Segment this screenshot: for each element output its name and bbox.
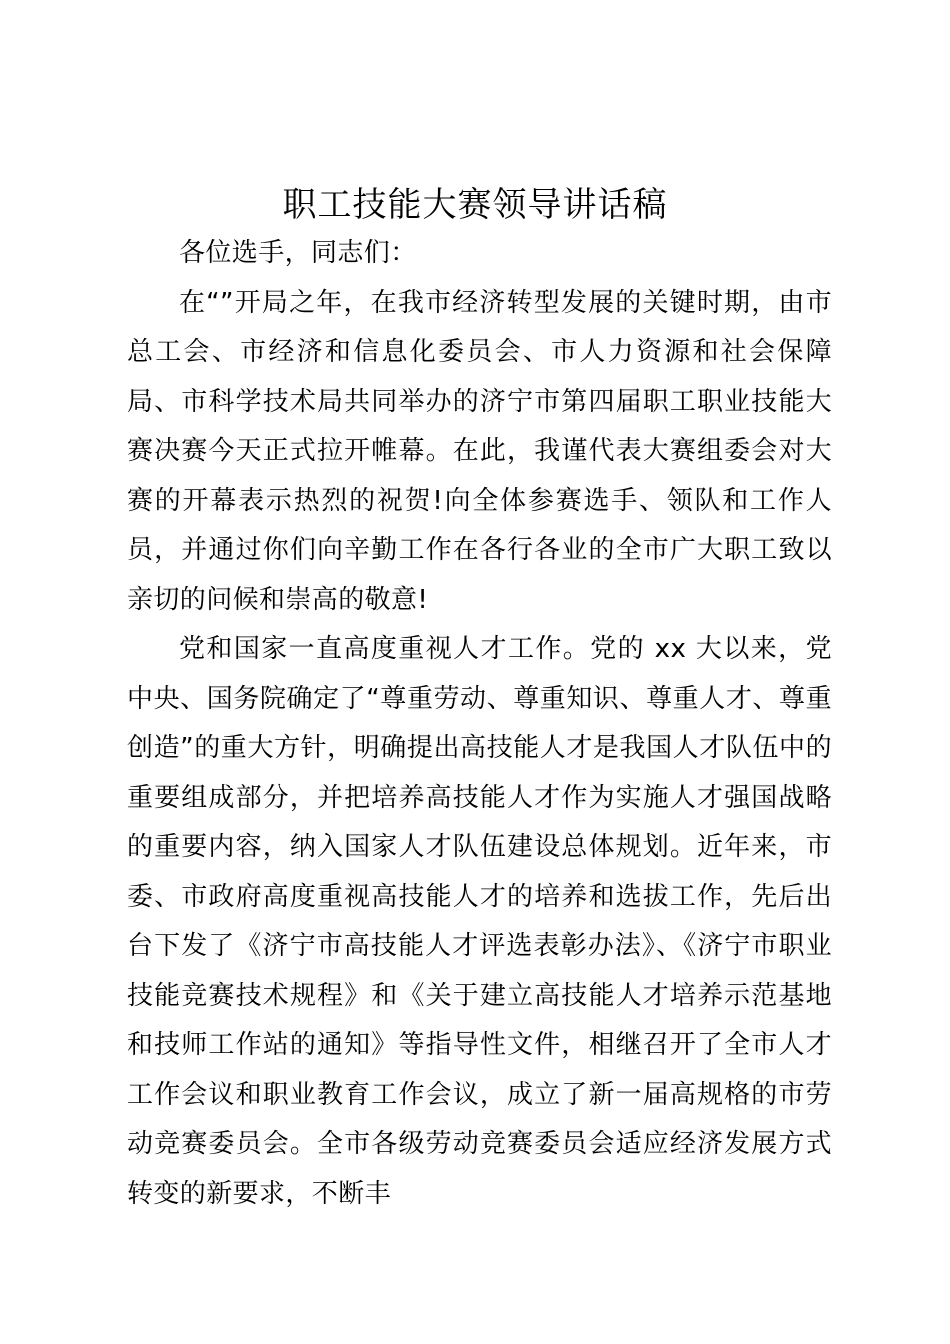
paragraph-2: 党和国家一直高度重视人才工作。党的 xx 大以来，党中央、国务院确定了“尊重劳动、尊重知识、尊重人才、尊重创造”的重大方针，明确提出高技能人才是我国人才队伍中的重要组成部分，并把培养高技能人才作为实施人才强国战略的重要内容，纳入国家人才队伍建设总体规划。近年来，市委、市政府高度重视高技能人才的培养和选拔工作，先后出台下发了《济宁市高技能人才评选表彰办法》、《济宁市职业技能竞赛技术规程》和《关于建立高技能人才培养示范基地和技师工作站的通知》等指导性文件，相继召开了全市人才工作会议和职业教育工作会议，成立了新一届高规格的市劳动竞赛委员会。全市各级劳动竞赛委员会适应经济发展方式转变的新要求，不断丰 bbox=[127, 634, 832, 1209]
salutation: 各位选手，同志们： bbox=[179, 238, 417, 268]
paragraph-1: 在“”开局之年，在我市经济转型发展的关键时期，由市总工会、市经济和信息化委员会、市人力资源和社会保障局、市科学技术局共同举办的济宁市第四届职工职业技能大赛决赛今天正式拉开帷幕。在此，我谨代表大赛组委会对大赛的开幕表示热烈的祝贺!向全体参赛选手、领队和工作人员，并通过你们向辛勤工作在各行各业的全市广大职工致以亲切的问候和崇高的敬意! bbox=[127, 287, 832, 615]
document-body bbox=[127, 229, 832, 1219]
document-title: 职工技能大赛领导讲话稿 bbox=[282, 185, 668, 225]
